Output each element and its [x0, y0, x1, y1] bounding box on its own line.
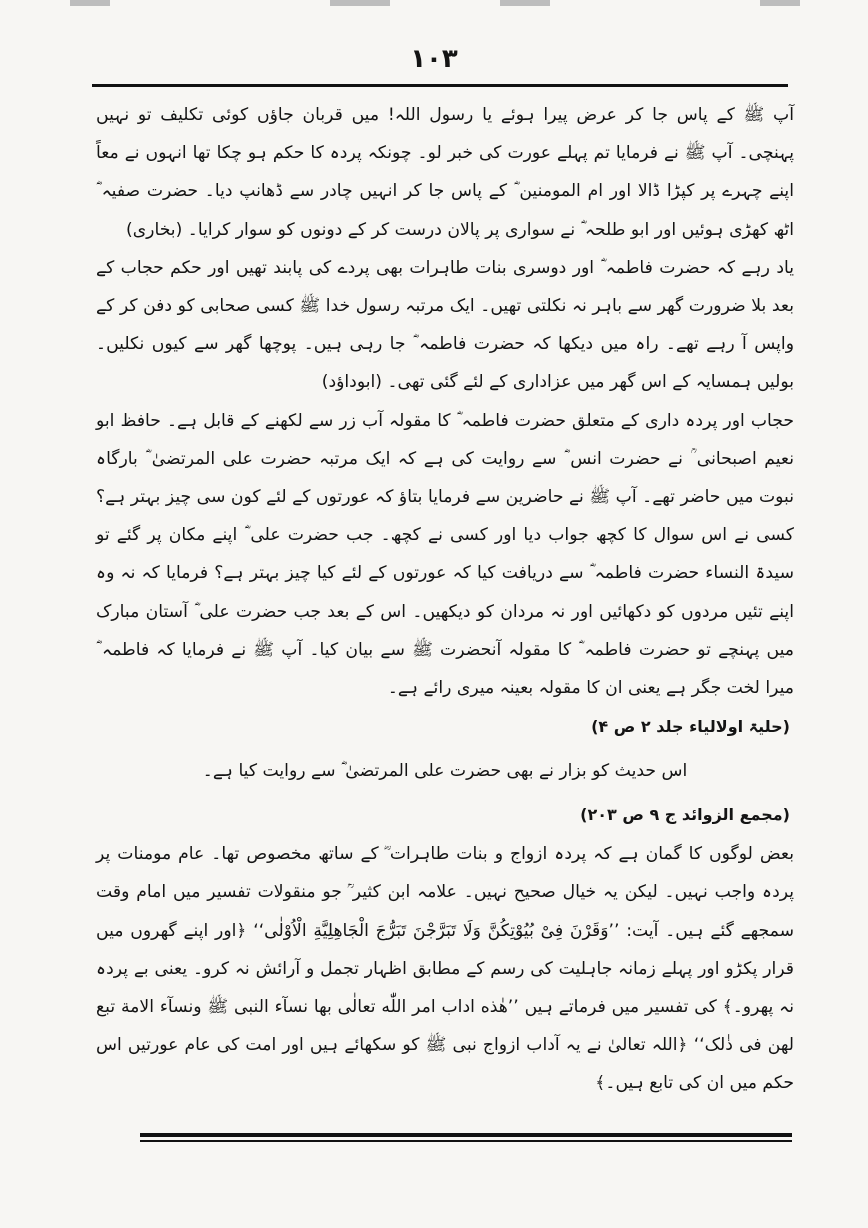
page-body [96, 96, 794, 1103]
bazzar-sentence: اس حدیث کو بزار نے بھی حضرت علی المرتضیٰ ؓ سے روایت کیا ہے۔ [202, 761, 688, 782]
paragraph-1: آپ ﷺ کے پاس جا کر عرض پیرا ہوئے یا رسول اللہ! میں قربان جاؤں کوئی تکلیف تو نہیں پہنچی۔ آپ ﷺ نے فرمایا تم پہلے عورت کی خبر لو۔ چونکہ پردہ کا حکم ہو چکا تھا انہوں نے معاً اپنے چہرے پر کپڑا ڈالا اور ام المومنین ؓ کے پاس جا کر انہیں چادر سے ڈھانپ دیا۔ حضرت صفیہ ؓ اٹھ کھڑی ہوئیں اور ابو طلحہ ؓ نے سواری پر پالان درست کر کے دونوں کو سوار کرایا۔ (بخاری) [96, 105, 794, 240]
page-number: ۱۰۳ [410, 44, 458, 74]
scan-edge-marks [0, 0, 868, 12]
footer-rule [140, 1133, 792, 1137]
paragraph-2: یاد رہے کہ حضرت فاطمہ ؓ اور دوسری بنات طاہرات بھی پردے کی پابند تھیں اور حکم حجاب کے بعد بلا ضرورت گھر سے باہر نہ نکلتی تھیں۔ ایک مرتبہ رسول خدا ﷺ کسی صحابی کو دفن کر کے واپس آ رہے تھے۔ راہ میں دیکھا کہ حضرت فاطمہ ؓ جا رہی ہیں۔ پوچھا گھر سے کیوں نکلیں۔ بولیں ہمسایہ کے اس گھر میں عزاداری کے لئے گئی تھی۔ (ابوداؤد) [96, 257, 794, 393]
paragraph-3: حجاب اور پردہ داری کے متعلق حضرت فاطمہ ؓ کا مقولہ آب زر سے لکھنے کے قابل ہے۔ حافظ ابو نعیم اصبحانی ؒ نے حضرت انس ؓ سے روایت کی ہے کہ ایک مرتبہ حضرت علی المرتضیٰ ؓ بارگاہ نبوت میں حاضر تھے۔ آپ ﷺ نے حاضرین سے فرمایا بتاؤ کہ عورتوں کے لئے کون سی چیز بہتر ہے؟ کسی نے اس سوال کا کچھ جواب دیا اور کسی نے کچھ۔ جب حضرت علی ؓ اپنے مکان پر گئے تو سیدۃ النساء حضرت فاطمہ ؓ سے دریافت کیا کہ عورتوں کے لئے کیا چیز بہتر ہے؟ فرمایا کہ نہ وہ اپنے تئیں مردوں کو دکھائیں اور نہ مردان کو دیکھیں۔ اس کے بعد جب حضرت علی ؓ آستان مبارک میں پہنچے تو حضرت فاطمہ ؓ کا مقولہ آنحضرت ﷺ سے بیان کیا۔ آپ ﷺ نے فرمایا کہ فاطمہ ؓ میرا لخت جگر ہے یعنی ان کا مقولہ بعینہ میری رائے ہے۔ [96, 410, 794, 699]
paragraph-4: بعض لوگوں کا گمان ہے کہ پردہ ازواج و بنات طاہرات ؓ کے ساتھ مخصوص تھا۔ عام مومنات پر پردہ واجب نہیں۔ لیکن یہ خیال صحیح نہیں۔ علامہ ابن کثیر ؒ جو منقولات تفسیر میں امام وقت سمجھے گئے ہیں۔ آیت: ’’وَقَرْنَ فِیْ بُیُوْتِکُنَّ وَلَا تَبَرَّجْنَ تَبَرُّجَ الْجَاهِلِیَّةِ الْاُوْلٰی‘‘ ﴿اور اپنے گھروں میں قرار پکڑو اور پہلے زمانہ جاہلیت کی رسم کے مطابق اظہار تجمل و آرائش نہ کرو۔ یعنی بے پردہ نہ پھرو۔﴾ کی تفسیر میں فرماتے ہیں ’’هٰذه اداب امر اللّٰه تعالٰی بها نسآء النبی ﷺ ونسآء الامة تبع لهن فی ذٰلک‘‘ ﴿اللہ تعالیٰ نے یہ آداب ازواج نبی ﷺ کو سکھائے ہیں اور امت کی عام عورتیں اس حکم میں ان کی تابع ہیں۔﴾ [96, 844, 794, 1094]
reference-majma: (مجمع الزوائد ج ۹ ص ۲۰۳) [580, 805, 790, 825]
reference-hilya: (حلیۃ اولالیاء جلد ۲ ص ۴) [591, 717, 790, 737]
header-rule [92, 84, 788, 87]
